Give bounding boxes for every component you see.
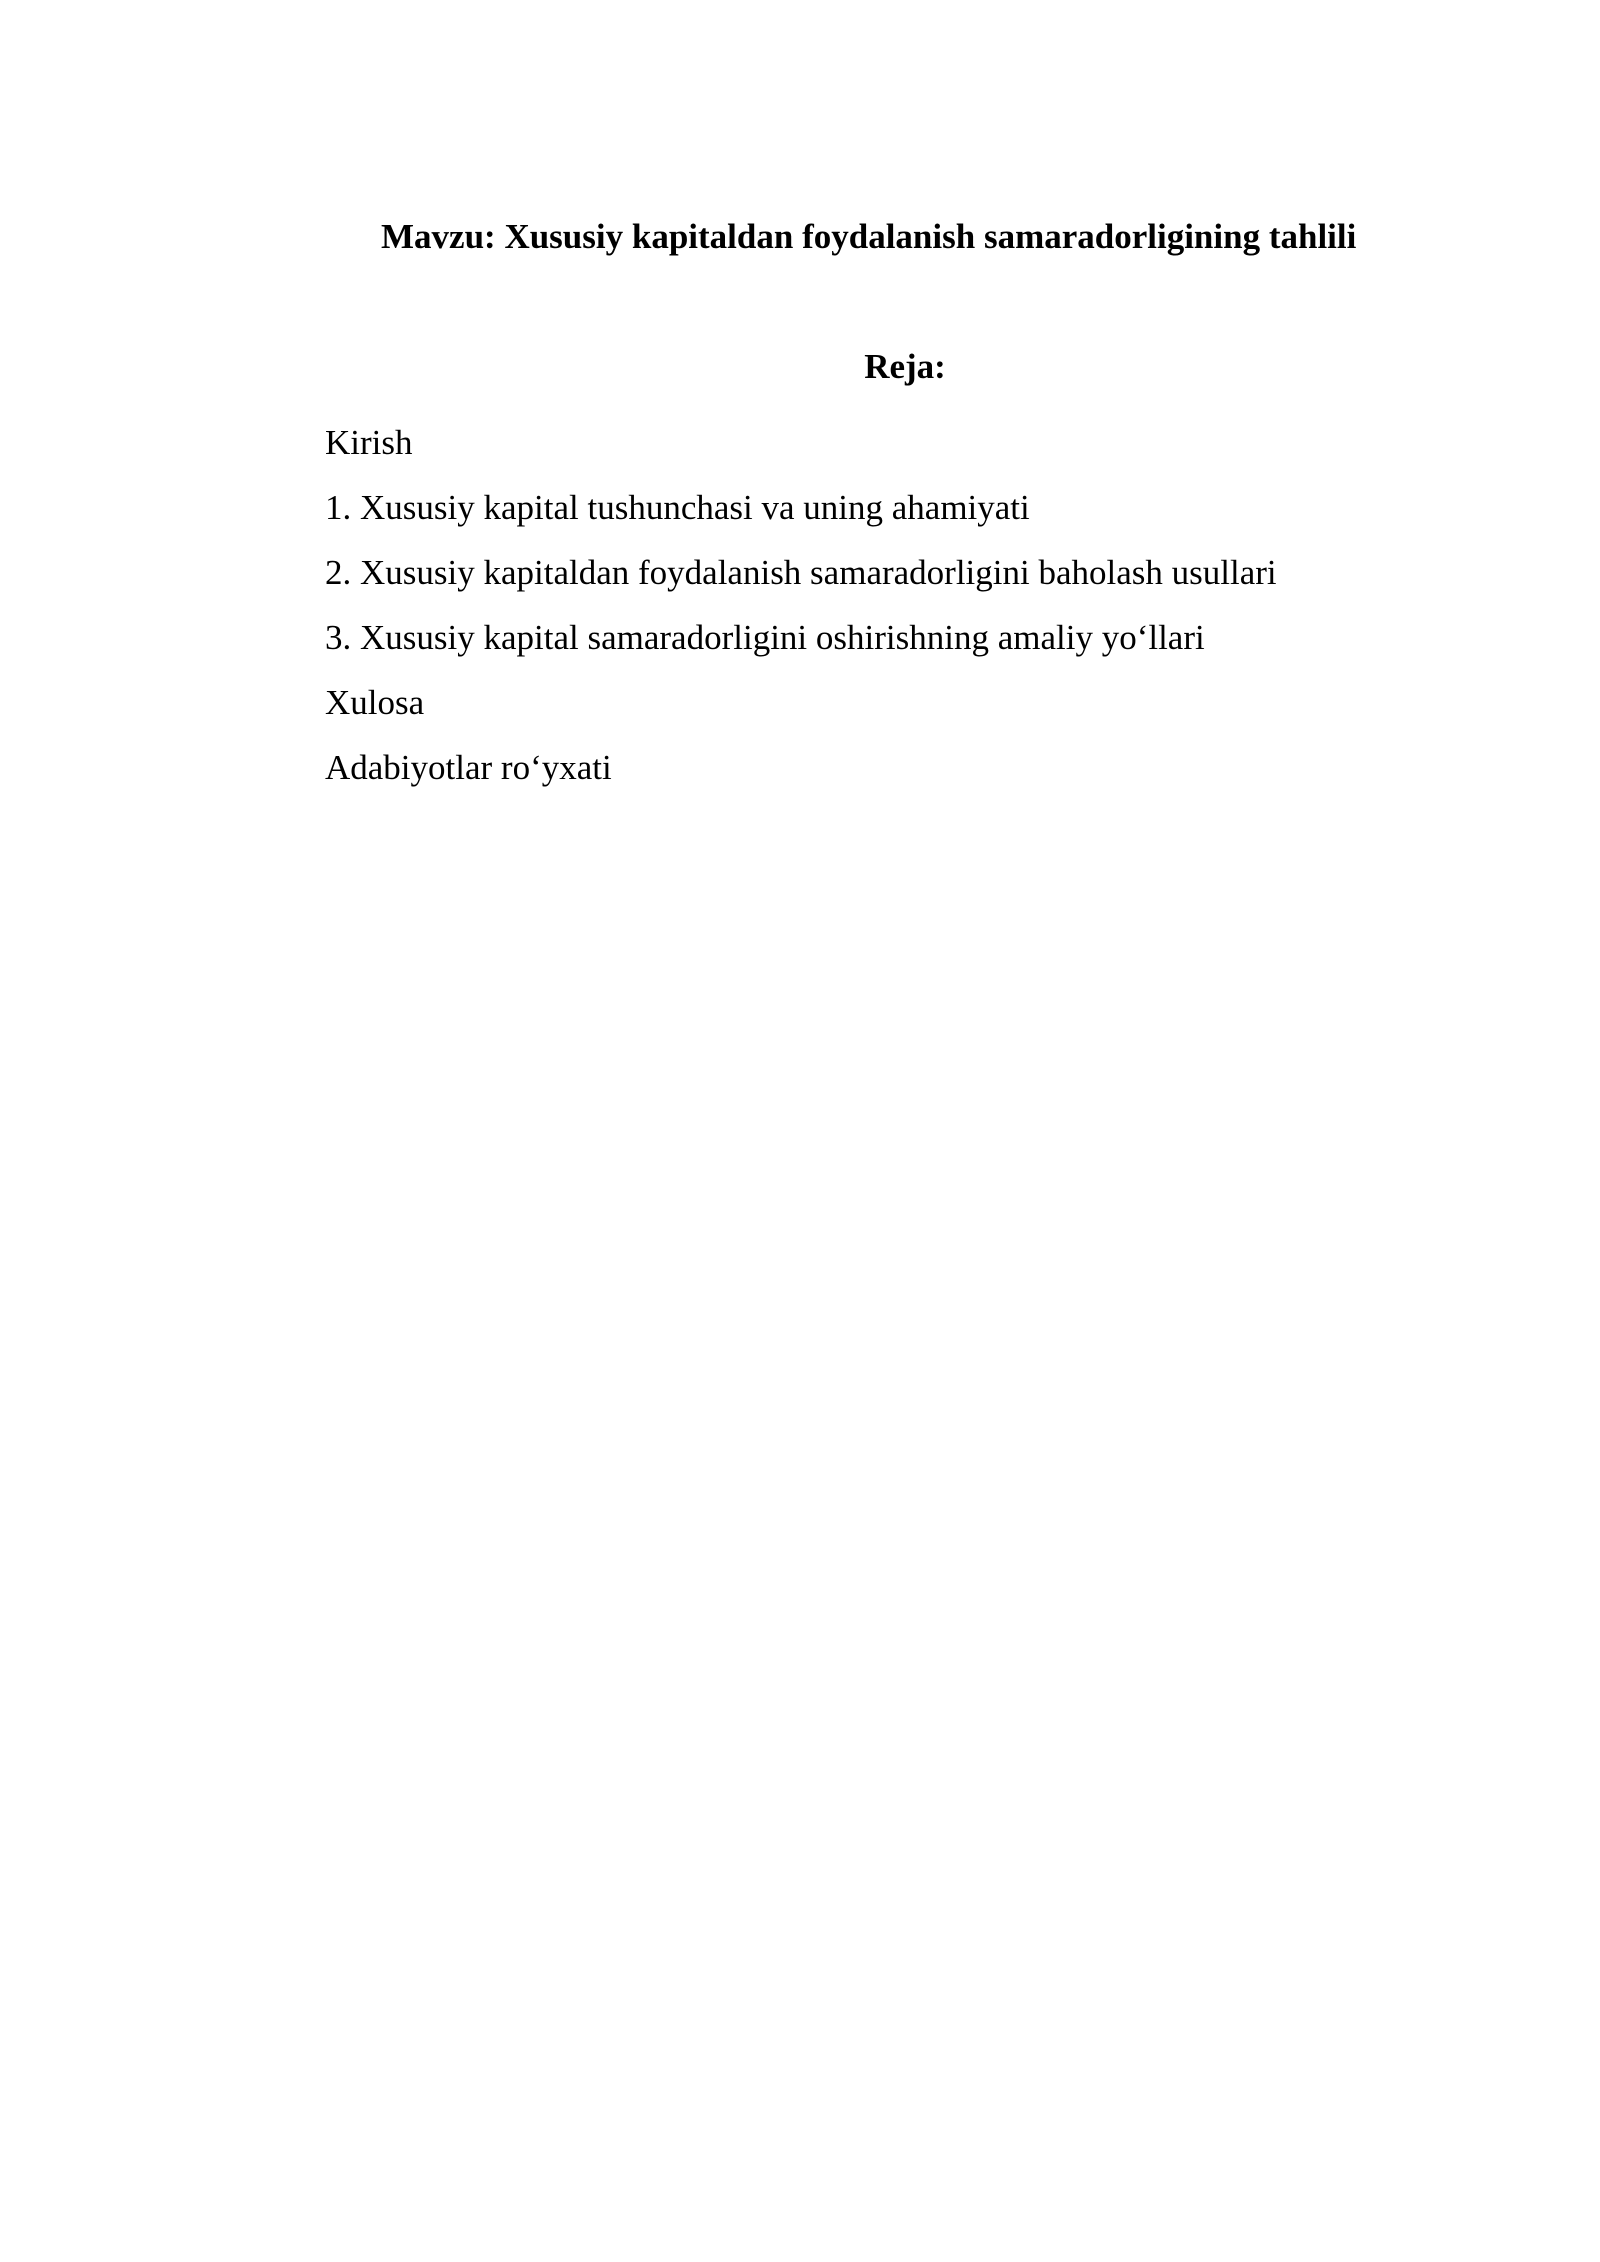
plan-item-3: 3. Xususiy kapital samaradorligini oshirishning amaliy yo‘llari bbox=[325, 618, 1205, 657]
plan-item-1: 1. Xususiy kapital tushunchasi va uning ahamiyati bbox=[325, 488, 1030, 527]
plan-item-2: 2. Xususiy kapitaldan foydalanish samaradorligini baholash usullari bbox=[325, 553, 1277, 592]
document-title: Mavzu: Xususiy kapitaldan foydalanish samaradorligining tahlili bbox=[381, 217, 1357, 256]
plan-item-introduction: Kirish bbox=[325, 423, 413, 462]
plan-heading: Reja: bbox=[864, 347, 946, 386]
plan-list bbox=[325, 410, 1277, 800]
plan-item-references: Adabiyotlar ro‘yxati bbox=[325, 748, 612, 787]
plan-item-conclusion: Xulosa bbox=[325, 683, 425, 722]
